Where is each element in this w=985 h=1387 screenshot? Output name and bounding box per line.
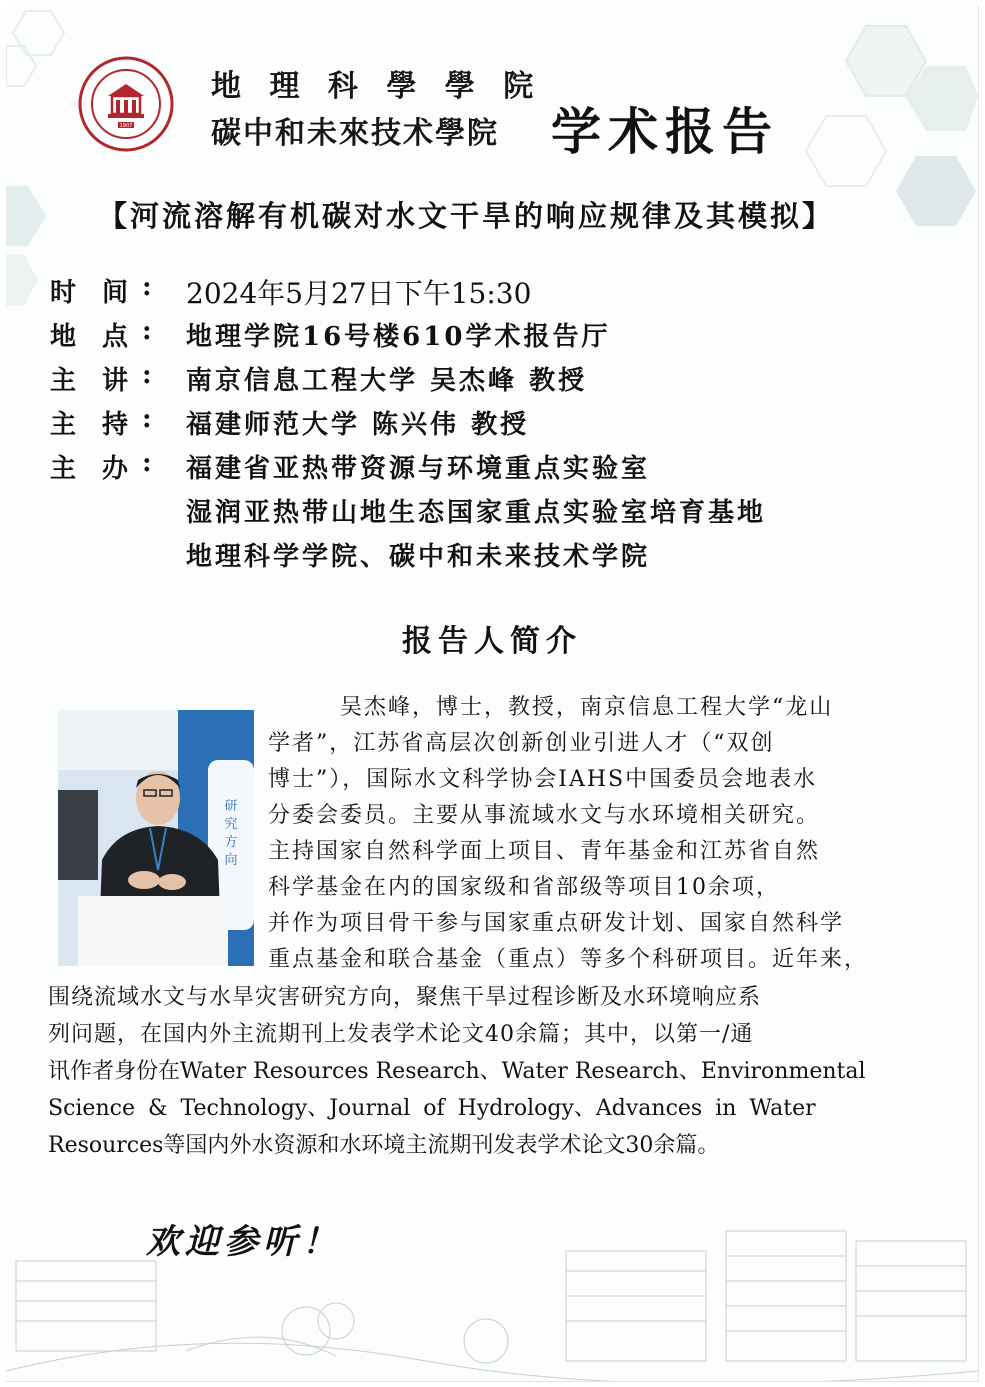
info-key: 主 持 [50, 410, 129, 440]
info-value: 福建省亚热带资源与环境重点实验室 [186, 454, 651, 484]
bio-line: 学者”，江苏省高层次创新创业引进人才（“双创 [268, 731, 775, 756]
welcome-text: 欢迎参听！ [146, 1222, 341, 1262]
info-value: 福建师范大学 陈兴伟 教授 [186, 410, 530, 440]
info-colon: : [142, 404, 152, 434]
info-key: 地 点 [50, 322, 129, 352]
bio-line: 科学基金在内的国家级和省部级等项目10余项， [268, 875, 780, 900]
info-colon: : [142, 448, 152, 478]
bio-line: 博士”），国际水文科学协会IAHS中国委员会地表水 [268, 767, 818, 792]
svg-text:究: 究 [224, 817, 238, 832]
photo-sign-text: 研 [224, 799, 238, 814]
svg-text:1907: 1907 [119, 123, 133, 129]
bio-line: 讯作者身份在Water Resources Research、Water Research、Environmental [48, 1059, 866, 1084]
college-name: 碳中和未來技术學院 [211, 116, 499, 151]
info-colon: : [142, 360, 152, 390]
info-value: 2024年5月27日下午15:30 [186, 277, 532, 310]
bio-line: 列问题，在国内外主流期刊上发表学术论文40余篇；其中，以第一/通 [48, 1022, 754, 1047]
bio-line: 重点基金和联合基金（重点）等多个科研项目。近年来， [268, 947, 869, 972]
bio-line: Resources等国内外水资源和水环境主流期刊发表学术论文30余篇。 [48, 1133, 720, 1158]
svg-text:向: 向 [224, 853, 238, 868]
bio-line: 主持国家自然科学面上项目、青年基金和江苏省自然 [268, 839, 821, 864]
report-title: 学术报告 [551, 102, 779, 161]
info-key: 时 间 [50, 278, 129, 308]
bio-title: 报告人简介 [402, 624, 582, 659]
campus-sketch-background [6, 1171, 978, 1381]
speaker-photo [58, 710, 254, 966]
bio-line: 并作为项目骨干参与国家重点研发计划、国家自然科学 [268, 911, 845, 936]
university-logo [78, 56, 174, 152]
info-value: 湿润亚热带山地生态国家重点实验室培育基地 [186, 498, 767, 528]
svg-text:方: 方 [224, 835, 238, 850]
info-value: 地理学院16号楼610学术报告厅 [186, 322, 611, 352]
bio-line: 吴杰峰，博士，教授，南京信息工程大学“龙山 [340, 695, 834, 720]
info-value: 地理科学学院、碳中和未来技术学院 [186, 542, 651, 572]
bio-line: 分委会委员。主要从事流域水文与水环境相关研究。 [268, 803, 821, 828]
bio-line: 围绕流域水文与水旱灾害研究方向，聚焦干旱过程诊断及水环境响应系 [48, 985, 762, 1010]
report-topic: 【河流溶解有机碳对水文干旱的响应规律及其模拟】 [98, 199, 835, 233]
info-key: 主 办 [50, 454, 129, 484]
info-key: 主 讲 [50, 366, 129, 396]
info-colon: : [142, 316, 152, 346]
bio-line: Science & Technology、Journal of Hydrology、Advances in Water [48, 1096, 816, 1121]
info-value: 南京信息工程大学 吴杰峰 教授 [186, 366, 588, 396]
info-colon: : [142, 272, 152, 302]
school-name: 地 理 科 學 學 院 [211, 69, 543, 104]
poster [6, 6, 979, 1382]
